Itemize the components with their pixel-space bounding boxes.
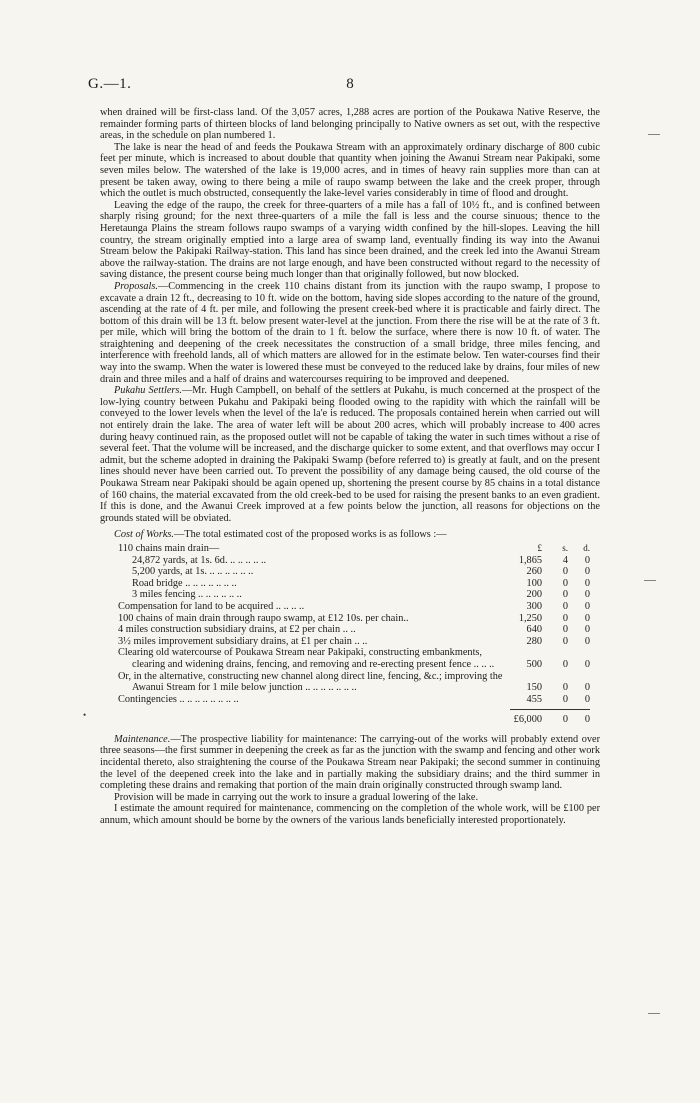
cost-pounds: 1,865 <box>518 554 542 566</box>
paragraph: Leaving the edge of the raupo, the creek for three-quarters of a mile has a fall of 10½ ft., and is confined between sharply rising ground; for the next three-quarters of a mile the fall is less and the course sinuous; thence to the Heretaunga Plains the stream follows raupo swamps of a varying width confined by the hill-slopes. Leaving the hill country, the stream originally emptied into a large area of swamp land, eventually finding its way into the Awanui Stream below the Pakipaki Railway-station. This land has since been drained, and the creek led into the Awanui Stream above the railway-station. The drains are not large enough, and have been constructed without regard to the necessity of saving distance, the present course being much longer than that originally followed, but now blocked. <box>100 199 600 281</box>
section-heading: Pukahu Settlers. <box>114 385 182 397</box>
paragraph-text: —Commencing in the creek 110 chains distant from its junction with the raupo swamp, I propose to excavate a drain 12 ft., decreasing to 10 ft. wide on the bottom, having side slopes according to the nature of the ground, ascending at the rate of 4 ft. per mile, and following the present creek-bed where it is practicable and fairly direct. The bottom of this drain will be 13 ft. below present water-level at the junction. From there the rise will be at the rate of 3 ft. per mile, which will bring the bottom of the drain to 1 ft. below the surface, where there is now 10 ft. of water. The straightening and deepening of the creek necessitates the construction of a small bridge, three miles fencing, and interference with freehold lands, all of which matters are allowed for in the estimate below. Ten water-courses find their way into the swamp. When the water is lowered these must be conveyed to the reduced lake by drains, four miles of new drain and three miles and a half of drains and watercourses requiring to be improved and deepened. <box>100 280 600 385</box>
cost-row <box>118 613 600 625</box>
paragraph-pukahu-settlers <box>100 385 600 524</box>
cost-item-description: 5,200 yards, at 1s. .. .. .. .. .. .. <box>132 566 254 578</box>
cost-row <box>118 636 600 648</box>
cost-pounds: 500 <box>526 658 542 670</box>
cost-shillings: 0 <box>562 612 568 624</box>
paragraph-proposals <box>100 281 600 385</box>
paragraph-text: —The total estimated cost of the proposed works is as follows :— <box>173 529 447 541</box>
paragraph: Provision will be made in carrying out the work to insure a gradual lowering of the lake. <box>114 791 479 803</box>
section-heading: Maintenance. <box>114 733 171 745</box>
margin-dot: • <box>83 710 87 720</box>
margin-mark: — <box>648 1005 660 1019</box>
cost-shillings: 0 <box>562 600 568 612</box>
cost-pounds: 640 <box>526 624 542 636</box>
cost-pence: 0 <box>584 554 590 566</box>
cost-pounds: 200 <box>526 589 542 601</box>
page-number: 8 <box>346 76 354 92</box>
page-header <box>82 76 618 96</box>
cost-row <box>118 555 600 567</box>
cost-pence: 0 <box>584 589 590 601</box>
cost-pence: 0 <box>584 658 590 670</box>
total-pence: 0 <box>584 714 590 726</box>
cost-pounds: 100 <box>526 577 542 589</box>
cost-shillings: 0 <box>562 577 568 589</box>
cost-pounds: 300 <box>526 600 542 612</box>
paragraph: The lake is near the head of and feeds the Poukawa Stream with an approximately ordinary discharge of 800 cubic feet per minute, which is increased to about double that quantity when joining the Awanui Stream near Pakipaki, some seven miles below. The watershed of the lake is 19,000 acres, and in times of heavy rain supplies more than can at present be taken away, owing to there being a mile of raupo swamp between the lake and the creek proper, through which the outlet is much obstructed, consequently the lake-level varies considerably in time of flood and drought. <box>100 141 600 200</box>
cost-shillings: 0 <box>562 566 568 578</box>
cost-pounds: 150 <box>526 682 542 694</box>
cost-shillings: 0 <box>562 658 568 670</box>
cost-table <box>118 543 600 726</box>
cost-pounds: 260 <box>526 566 542 578</box>
cost-of-works-intro <box>100 529 600 541</box>
pence-header: d. <box>583 542 590 553</box>
section-heading: Proposals. <box>114 280 158 292</box>
total-shillings: 0 <box>562 714 568 726</box>
cost-item-description: Clearing old watercourse of Poukawa Stream near Pakipaki, constructing embankments, clearing and widening drains, fencing, and removing and re-erecting present fence .. .. .. <box>118 647 495 670</box>
document-reference: G.—1. <box>88 76 132 92</box>
cost-row <box>118 601 600 613</box>
cost-shillings: 0 <box>562 693 568 705</box>
cost-pence: 0 <box>584 600 590 612</box>
cost-item-description: 100 chains of main drain through raupo swamp, at £12 10s. per chain.. <box>118 612 409 624</box>
cost-pounds: 1,250 <box>518 612 542 624</box>
cost-row <box>118 589 600 601</box>
paragraph-text: —Mr. Hugh Campbell, on behalf of the settlers at Pukahu, is much concerned at the prospect of the low-lying country between Pukahu and Pakipaki being flooded owing to the rapidity with which the rainfall will be conveyed to the lower levels when the level of the la'e is reduced. The proposals contained herein when carried out will not entirely drain the lake. The area of water left will be about 200 acres, which will probably increase to 400 acres during heavy continued rain, as the proposed outlet will not be capable of taking the water in such times without a rise of several feet. That the volume will be increased, and the discharge quicker to some extent, and that overflows may occur I admit, but the scheme adopted in draining the Pakipaki Swamp (before referred to) is greatly at fault, and on the present lines should never have been carried out. To prevent the possibility of any damage being caused, the old course of the Poukawa Stream near Pakipaki should be again opened up, shortening the present course by 85 chains in a total distance of 160 chains, the material excavated from the old creek-bed to be used for raising the present banks to an even gradient. If this is done, and the Awanui Creek improved at a few points below the junction, all reasons for objections on the grounds stated will be obviated. <box>100 385 600 524</box>
cost-item-description: 3 miles fencing .. .. .. .. .. .. <box>132 589 242 601</box>
margin-mark: — <box>648 126 660 140</box>
total-rule <box>510 709 590 710</box>
cost-pounds: 455 <box>526 693 542 705</box>
document-body <box>100 107 600 827</box>
total-pounds: £6,000 <box>513 714 542 726</box>
cost-shillings: 0 <box>562 635 568 647</box>
cost-shillings: 4 <box>562 554 568 566</box>
pounds-header: £ <box>537 542 542 553</box>
cost-pence: 0 <box>584 693 590 705</box>
cost-item-description: 3½ miles improvement subsidiary drains, at £1 per chain .. .. <box>118 635 368 647</box>
cost-total-row <box>118 714 600 726</box>
cost-shillings: 0 <box>562 682 568 694</box>
cost-item-description: 110 chains main drain— <box>118 542 220 554</box>
cost-item-description: Compensation for land to be acquired .. .. .. .. <box>118 600 305 612</box>
cost-shillings: 0 <box>562 624 568 636</box>
cost-row <box>118 578 600 590</box>
cost-shillings: 0 <box>562 589 568 601</box>
cost-row <box>118 566 600 578</box>
cost-row <box>118 624 600 636</box>
cost-pence: 0 <box>584 577 590 589</box>
cost-item-description: 24,872 yards, at 1s. 6d. .. .. .. .. .. <box>132 554 267 566</box>
cost-pence: 0 <box>584 624 590 636</box>
paragraph-text: —The prospective liability for maintenance: The carrying-out of the works will probably extend over three seasons—the first summer in deepening the creek as far as the junction with the swamp and fencing and other work incidental thereto, also straightening the course of the Poukawa Stream near Pakipaki; the second summer in continuing the level of the deepened creek into the lake and in partially making the subsidiary drains; and the third summer in completing these drains and remaking that portion of the main drain originally constructed through swamp land. <box>100 733 600 792</box>
paragraph: when drained will be first-class land. Of the 3,057 acres, 1,288 acres are portion of the Poukawa Native Reserve, the remainder forming parts of thirteen blocks of land belonging principally to Native owners as set out, with the respective areas, in the schedule on plan numbered 1. <box>100 107 600 142</box>
paragraph-maintenance <box>100 734 600 792</box>
cost-pence: 0 <box>584 612 590 624</box>
cost-row <box>118 671 600 694</box>
cost-row <box>118 694 600 706</box>
section-heading: Cost of Works. <box>114 529 174 541</box>
cost-item-description: Or, in the alternative, constructing new channel along direct line, fencing, &c.; improving the Awanui Stream for 1 mile below junction .. .. .. .. .. .. .. <box>118 670 503 694</box>
cost-pence: 0 <box>584 566 590 578</box>
cost-pounds: 280 <box>526 635 542 647</box>
cost-pence: 0 <box>584 635 590 647</box>
cost-item-description: Contingencies .. .. .. .. .. .. .. .. <box>118 693 239 705</box>
shillings-header: s. <box>562 542 568 553</box>
cost-rows <box>118 543 600 705</box>
cost-row <box>118 647 600 670</box>
cost-item-description: Road bridge .. .. .. .. .. .. .. <box>132 577 237 589</box>
cost-item-description: 4 miles construction subsidiary drains, at £2 per chain .. .. <box>118 624 356 636</box>
cost-row <box>118 543 600 555</box>
margin-mark: — <box>644 572 656 586</box>
paragraph: I estimate the amount required for maintenance, commencing on the completion of the whole work, will be £100 per annum, which amount should be borne by the owners of the various lands beneficially interested proportionately. <box>100 803 600 827</box>
cost-pence: 0 <box>584 682 590 694</box>
